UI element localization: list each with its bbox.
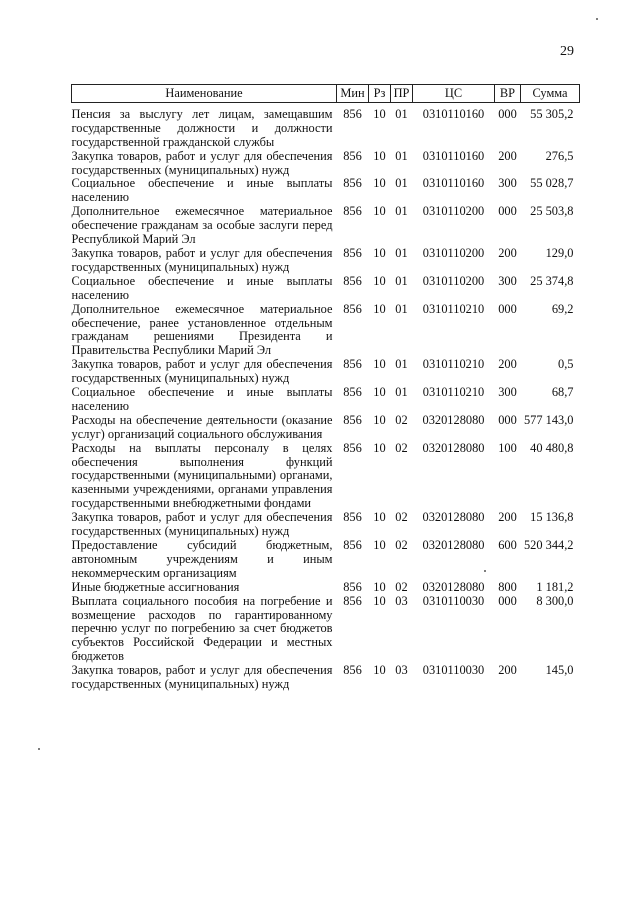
row-rz: 10 (373, 510, 386, 525)
row-pr: 02 (395, 579, 408, 594)
row-pr: 01 (395, 357, 408, 372)
scan-speck (38, 748, 40, 750)
row-pr: 03 (395, 593, 408, 608)
row-vr: 100 (498, 440, 517, 455)
header-vr: ВР (495, 85, 521, 103)
row-name: Социальное обеспечение и иные выплаты населению (71, 273, 333, 302)
row-vr: 000 (498, 106, 517, 121)
row-sum: 1 181,2 (536, 579, 574, 594)
row-vr: 200 (498, 510, 517, 525)
row-rz: 10 (373, 357, 386, 372)
row-sum: 145,0 (545, 663, 574, 678)
row-name: Иные бюджетные ассигнования (71, 579, 240, 594)
row-rz: 10 (373, 440, 386, 455)
row-cs: 0320128080 (422, 538, 485, 552)
row-min: 856 (343, 593, 362, 608)
row-min: 856 (343, 245, 362, 260)
row-pr: 01 (395, 176, 408, 191)
row-rz: 10 (373, 176, 386, 191)
row-sum: 68,7 (551, 385, 574, 400)
row-min: 856 (343, 663, 362, 678)
table-row (72, 581, 580, 595)
row-cs: 0310110210 (422, 357, 485, 372)
row-cs: 0310110210 (422, 385, 485, 400)
row-pr: 03 (395, 663, 408, 678)
row-name: Расходы на выплаты персоналу в целях обеспечения выполнения функций государственными (муниципальными) органами, казенными учреждениями, органами управления государственными внебюджетными фондами (71, 440, 333, 511)
row-sum: 129,0 (545, 245, 574, 260)
row-rz: 10 (373, 245, 386, 260)
row-pr: 02 (395, 538, 408, 552)
row-rz: 10 (373, 663, 386, 678)
row-name: Закупка товаров, работ и услуг для обеспечения государственных (муниципальных) нужд (71, 510, 333, 539)
row-sum: 15 136,8 (530, 510, 574, 525)
row-name: Предоставление субсидий бюджетным, автономным учреждениям и иным некоммерческим организациям (71, 538, 333, 580)
row-rz: 10 (373, 385, 386, 400)
row-cs: 0320128080 (422, 579, 485, 594)
table-row (72, 303, 580, 359)
row-sum: 69,2 (551, 301, 574, 316)
row-rz: 10 (373, 273, 386, 288)
row-vr: 600 (498, 538, 517, 552)
header-name: Наименование (72, 85, 337, 103)
row-sum: 55 305,2 (530, 106, 574, 121)
row-pr: 01 (395, 273, 408, 288)
row-min: 856 (343, 148, 362, 163)
row-min: 856 (343, 510, 362, 525)
row-name: Дополнительное ежемесячное материальное обеспечение гражданам за особые заслуги перед Республикой Марий Эл (71, 204, 333, 247)
row-sum: 55 028,7 (530, 176, 574, 191)
header-min: Мин (337, 85, 369, 103)
table-row (72, 205, 580, 247)
row-vr: 200 (498, 663, 517, 678)
row-rz: 10 (373, 412, 386, 427)
table-row (72, 275, 580, 303)
header-pr: ПР (391, 85, 413, 103)
table-row (72, 442, 580, 512)
row-cs: 0320128080 (422, 412, 485, 427)
row-name: Пенсия за выслугу лет лицам, замещавшим государственные должности и должности государственной гражданской службы (71, 106, 333, 149)
table-row (72, 177, 580, 205)
row-min: 856 (343, 440, 362, 455)
table-row (72, 102, 580, 149)
row-min: 856 (343, 273, 362, 288)
scan-speck (596, 18, 598, 20)
row-min: 856 (343, 412, 362, 427)
row-vr: 000 (498, 412, 517, 427)
header-rz: Рз (369, 85, 391, 103)
header-cs: ЦС (413, 85, 495, 103)
row-sum: 25 374,8 (530, 273, 574, 288)
row-min: 856 (343, 176, 362, 191)
row-sum: 8 300,0 (536, 593, 574, 608)
row-min: 856 (343, 538, 362, 552)
row-sum: 25 503,8 (530, 204, 574, 219)
row-name: Закупка товаров, работ и услуг для обеспечения государственных (муниципальных) нужд (71, 245, 333, 274)
page-number: 29 (560, 44, 574, 59)
row-vr: 800 (498, 579, 517, 594)
row-vr: 000 (498, 593, 517, 608)
row-sum: 577 143,0 (523, 412, 574, 427)
row-cs: 0320128080 (422, 510, 485, 525)
row-cs: 0310110160 (422, 106, 485, 121)
row-vr: 000 (498, 301, 517, 316)
table-row (72, 414, 580, 442)
row-sum: 276,5 (545, 148, 574, 163)
row-pr: 01 (395, 245, 408, 260)
table-row (72, 539, 580, 581)
row-cs: 0310110030 (422, 663, 485, 678)
row-cs: 0310110210 (422, 301, 485, 316)
table-row (72, 595, 580, 665)
scan-speck (484, 570, 486, 572)
row-cs: 0310110200 (422, 245, 485, 260)
row-vr: 300 (498, 385, 517, 400)
row-min: 856 (343, 357, 362, 372)
row-pr: 02 (395, 412, 408, 427)
row-sum: 0,5 (558, 357, 574, 372)
row-name: Дополнительное ежемесячное материальное обеспечение, ранее установленное отдельным гражданам решениями Президента и Правительства Республики Марий Эл (71, 301, 333, 358)
row-pr: 01 (395, 385, 408, 400)
row-rz: 10 (373, 106, 386, 121)
table-row (72, 150, 580, 178)
row-name: Закупка товаров, работ и услуг для обеспечения государственных (муниципальных) нужд (71, 357, 333, 386)
row-min: 856 (343, 579, 362, 594)
row-rz: 10 (373, 579, 386, 594)
row-vr: 200 (498, 245, 517, 260)
budget-table (71, 84, 580, 692)
row-sum: 520 344,2 (523, 538, 574, 552)
table-row (72, 386, 580, 414)
row-sum: 40 480,8 (530, 440, 574, 455)
row-rz: 10 (373, 301, 386, 316)
row-rz: 10 (373, 148, 386, 163)
row-cs: 0310110200 (422, 204, 485, 219)
row-vr: 200 (498, 357, 517, 372)
row-cs: 0310110200 (422, 273, 485, 288)
row-pr: 01 (395, 106, 408, 121)
row-rz: 10 (373, 538, 386, 552)
row-pr: 01 (395, 301, 408, 316)
row-min: 856 (343, 106, 362, 121)
row-name: Закупка товаров, работ и услуг для обеспечения государственных (муниципальных) нужд (71, 148, 333, 177)
row-cs: 0310110030 (422, 593, 485, 608)
table-header-row (72, 85, 580, 103)
row-min: 856 (343, 385, 362, 400)
table-row (72, 247, 580, 275)
row-vr: 300 (498, 176, 517, 191)
row-pr: 02 (395, 510, 408, 525)
row-pr: 02 (395, 440, 408, 455)
row-name: Расходы на обеспечение деятельности (оказание услуг) организаций социального обслуживания (71, 412, 333, 441)
row-vr: 200 (498, 148, 517, 163)
row-name: Закупка товаров, работ и услуг для обеспечения государственных (муниципальных) нужд (71, 663, 333, 692)
table-row (72, 664, 580, 692)
table-row (72, 511, 580, 539)
row-rz: 10 (373, 204, 386, 219)
header-sum: Сумма (521, 85, 580, 103)
row-vr: 300 (498, 273, 517, 288)
row-name: Выплата социального пособия на погребение и возмещение расходов по гарантированному перечню услуг по погребению за счет бюджетов субъектов Российской Федерации и местных бюджетов (71, 593, 333, 664)
row-name: Социальное обеспечение и иные выплаты населению (71, 385, 333, 413)
row-min: 856 (343, 301, 362, 316)
row-vr: 000 (498, 204, 517, 219)
row-cs: 0310110160 (422, 148, 485, 163)
row-pr: 01 (395, 204, 408, 219)
table-row (72, 358, 580, 386)
row-rz: 10 (373, 593, 386, 608)
row-cs: 0310110160 (422, 176, 485, 191)
row-pr: 01 (395, 148, 408, 163)
row-name: Социальное обеспечение и иные выплаты населению (71, 176, 333, 205)
row-cs: 0320128080 (422, 440, 485, 455)
row-min: 856 (343, 204, 362, 219)
